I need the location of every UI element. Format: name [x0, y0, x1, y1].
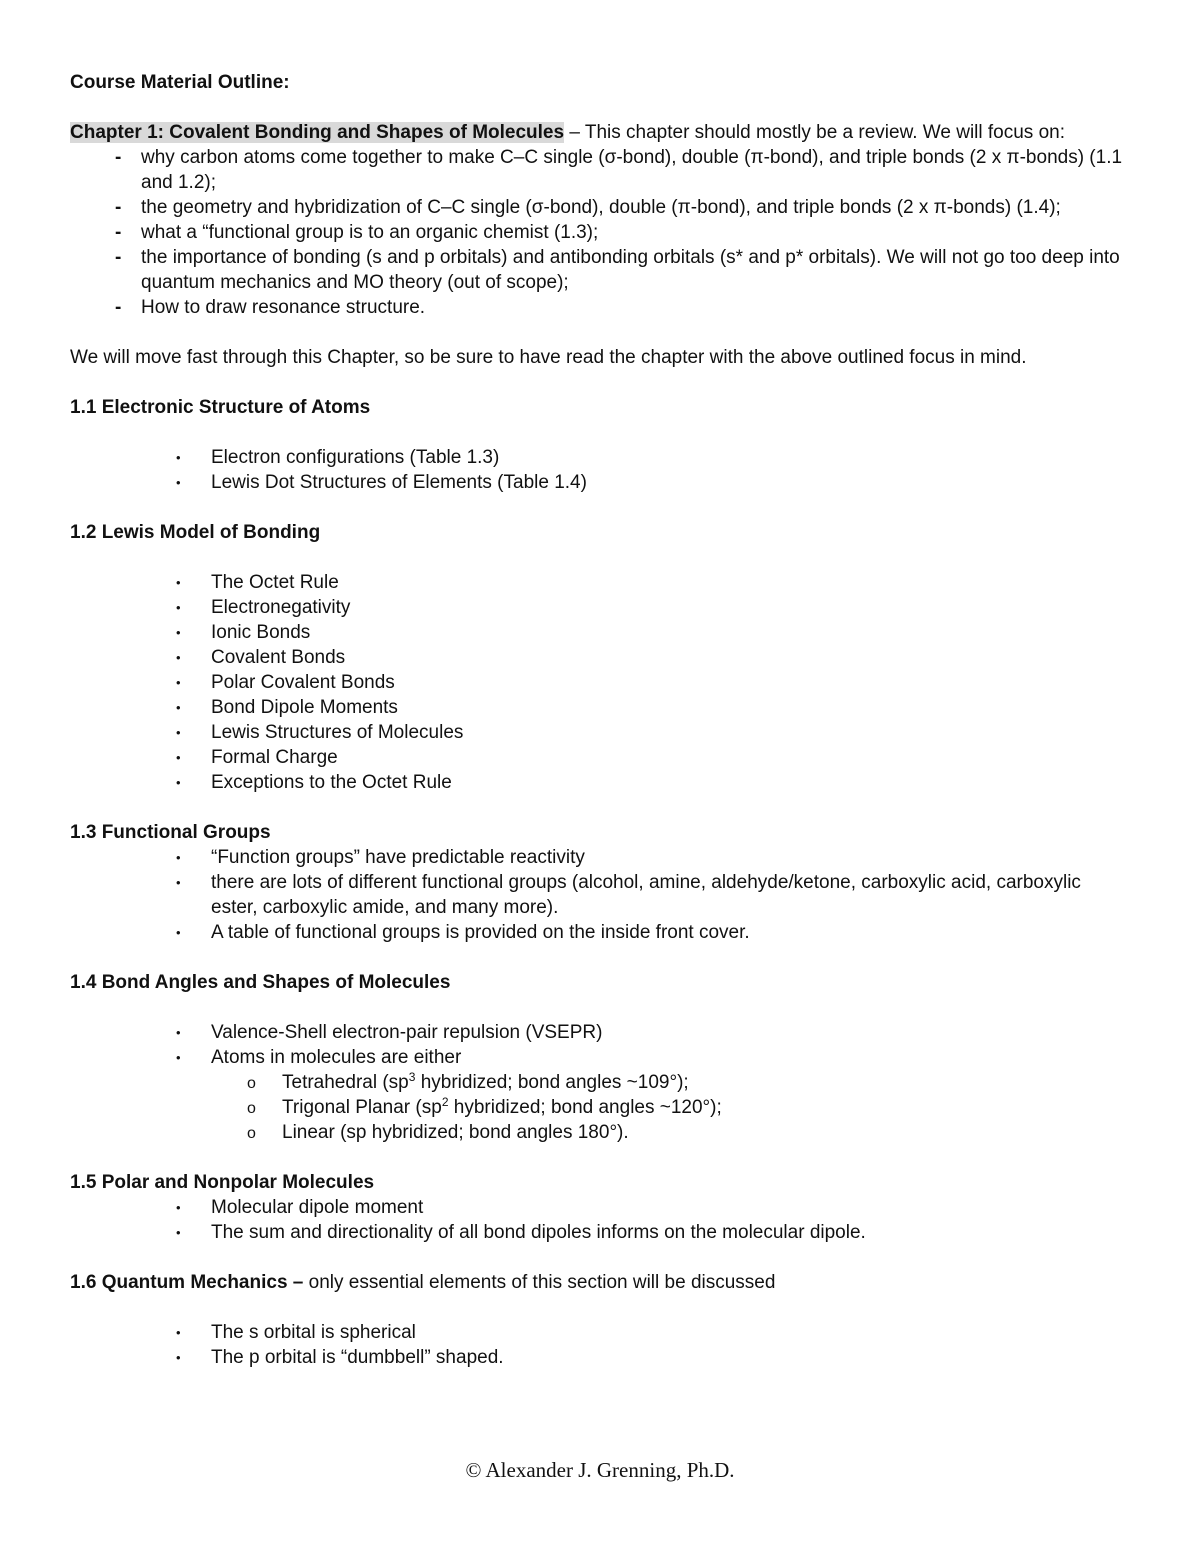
list-item: - the importance of bonding (s and p orbitals) and antibonding orbitals (s* and p* orbitals). We will not go too deep into quantum mechanics and MO theory (out of scope); — [115, 247, 1120, 293]
dash-marker: - — [115, 147, 122, 168]
bullet-marker: • — [176, 675, 181, 690]
section-1-3-heading: 1.3 Functional Groups — [70, 822, 271, 843]
chapter1-heading: Chapter 1: Covalent Bonding and Shapes of Molecules — [70, 122, 565, 143]
sub-list-item: o Tetrahedral ($sp^3$ hybridized; bond angles ~109°); — [70, 1070, 1130, 1095]
dash-marker: - — [115, 197, 122, 218]
list-item: • Electronegativity — [176, 597, 351, 618]
list-item: • The s orbital is spherical — [176, 1322, 416, 1343]
section-1-5-list — [70, 1195, 1130, 1245]
bullet-marker: • — [176, 875, 181, 890]
list-item: - How to draw resonance structure. — [115, 297, 426, 318]
sub-list-item: o Linear (sp hybridized; bond angles 180°). — [70, 1120, 1130, 1145]
bullet-marker: • — [176, 750, 181, 765]
circle-marker: o — [247, 1075, 256, 1092]
bullet-marker: • — [176, 725, 181, 740]
list-item: • The p orbital is “dumbbell” shaped. — [176, 1347, 504, 1368]
list-item: • Covalent Bonds — [176, 647, 346, 668]
section-1-4-list — [70, 1020, 1130, 1070]
bullet-marker: • — [176, 475, 181, 490]
bullet-marker: • — [176, 575, 181, 590]
section-1-6-list — [70, 1320, 1130, 1370]
list-item: • Lewis Dot Structures of Elements (Table 1.4) — [176, 472, 587, 493]
list-item: • Bond Dipole Moments — [176, 697, 398, 718]
list-item: • Molecular dipole moment — [176, 1197, 424, 1218]
list-item: • Valence-Shell electron-pair repulsion (VSEPR) — [176, 1022, 603, 1043]
bullet-marker: • — [176, 700, 181, 715]
list-item: • Ionic Bonds — [176, 622, 311, 643]
bullet-marker: • — [176, 650, 181, 665]
chapter1-intro-text: – This chapter should mostly be a review. We will focus on: — [564, 122, 1065, 143]
chapter1-focus-list — [70, 145, 1130, 320]
bullet-marker: • — [176, 1200, 181, 1215]
bullet-marker: • — [176, 775, 181, 790]
section-1-3-list — [70, 845, 1130, 945]
list-item: • The sum and directionality of all bond dipoles informs on the molecular dipole. — [176, 1222, 866, 1243]
circle-marker: o — [247, 1100, 256, 1117]
list-item: • Exceptions to the Octet Rule — [176, 772, 452, 793]
section-1-2-heading: 1.2 Lewis Model of Bonding — [70, 522, 321, 543]
section-1-4-heading: 1.4 Bond Angles and Shapes of Molecules — [70, 972, 451, 993]
list-item: • Formal Charge — [176, 747, 338, 768]
sub-list-item: o Trigonal Planar ($sp^2$ hybridized; bond angles ~120°); — [70, 1095, 1130, 1120]
chapter1-intro — [70, 120, 1130, 145]
list-item: • A table of functional groups is provided on the inside front cover. — [176, 922, 750, 943]
bullet-marker: • — [176, 450, 181, 465]
bullet-marker: • — [176, 925, 181, 940]
list-item: • Atoms in molecules are either — [176, 1047, 462, 1068]
section-1-6-note: only essential elements of this section will be discussed — [303, 1272, 776, 1293]
bullet-marker: • — [176, 1025, 181, 1040]
list-item: • Electron configurations (Table 1.3) — [176, 447, 500, 468]
bullet-marker: • — [176, 1325, 181, 1340]
dash-marker: - — [115, 247, 122, 268]
bullet-marker: • — [176, 850, 181, 865]
list-item: • there are lots of different functional groups (alcohol, amine, aldehyde/ketone, carboxylic acid, carboxylic ester, carboxylic amide, and many more). — [176, 872, 1081, 918]
document-page — [70, 70, 1130, 1370]
dash-marker: - — [115, 297, 122, 318]
copyright-footer: © Alexander J. Grenning, Ph.D. — [465, 1458, 735, 1482]
section-1-6-heading: 1.6 Quantum Mechanics – — [70, 1272, 304, 1293]
outline-title: Course Material Outline: — [70, 72, 290, 93]
section-1-1-list — [70, 445, 1130, 495]
bullet-marker: • — [176, 1050, 181, 1065]
list-item: - what a “functional group is to an organic chemist (1.3); — [115, 222, 599, 243]
bullet-marker: • — [176, 1350, 181, 1365]
list-item: - the geometry and hybridization of C–C single (σ-bond), double (π-bond), and triple bonds (2 x π-bonds) (1.4); — [115, 197, 1061, 218]
list-item: - why carbon atoms come together to make C–C single (σ-bond), double (π-bond), and triple bonds (2 x π-bonds) (1.1 and 1.2); — [115, 147, 1123, 193]
list-item: • The Octet Rule — [176, 572, 339, 593]
list-item: • “Function groups” have predictable reactivity — [176, 847, 585, 868]
bullet-marker: • — [176, 1225, 181, 1240]
bullet-marker: • — [176, 600, 181, 615]
section-1-6-line — [70, 1270, 1130, 1295]
section-1-5-heading: 1.5 Polar and Nonpolar Molecules — [70, 1172, 375, 1193]
bullet-marker: • — [176, 625, 181, 640]
circle-marker: o — [247, 1125, 256, 1142]
section-1-4-sublist — [70, 1070, 1130, 1145]
section-1-1-heading: 1.1 Electronic Structure of Atoms — [70, 397, 371, 418]
chapter1-closing: We will move fast through this Chapter, so be sure to have read the chapter with the above outlined focus in mind. — [70, 347, 1027, 368]
list-item: • Lewis Structures of Molecules — [176, 722, 464, 743]
dash-marker: - — [115, 222, 122, 243]
section-1-2-list — [70, 570, 1130, 795]
list-item: • Polar Covalent Bonds — [176, 672, 395, 693]
